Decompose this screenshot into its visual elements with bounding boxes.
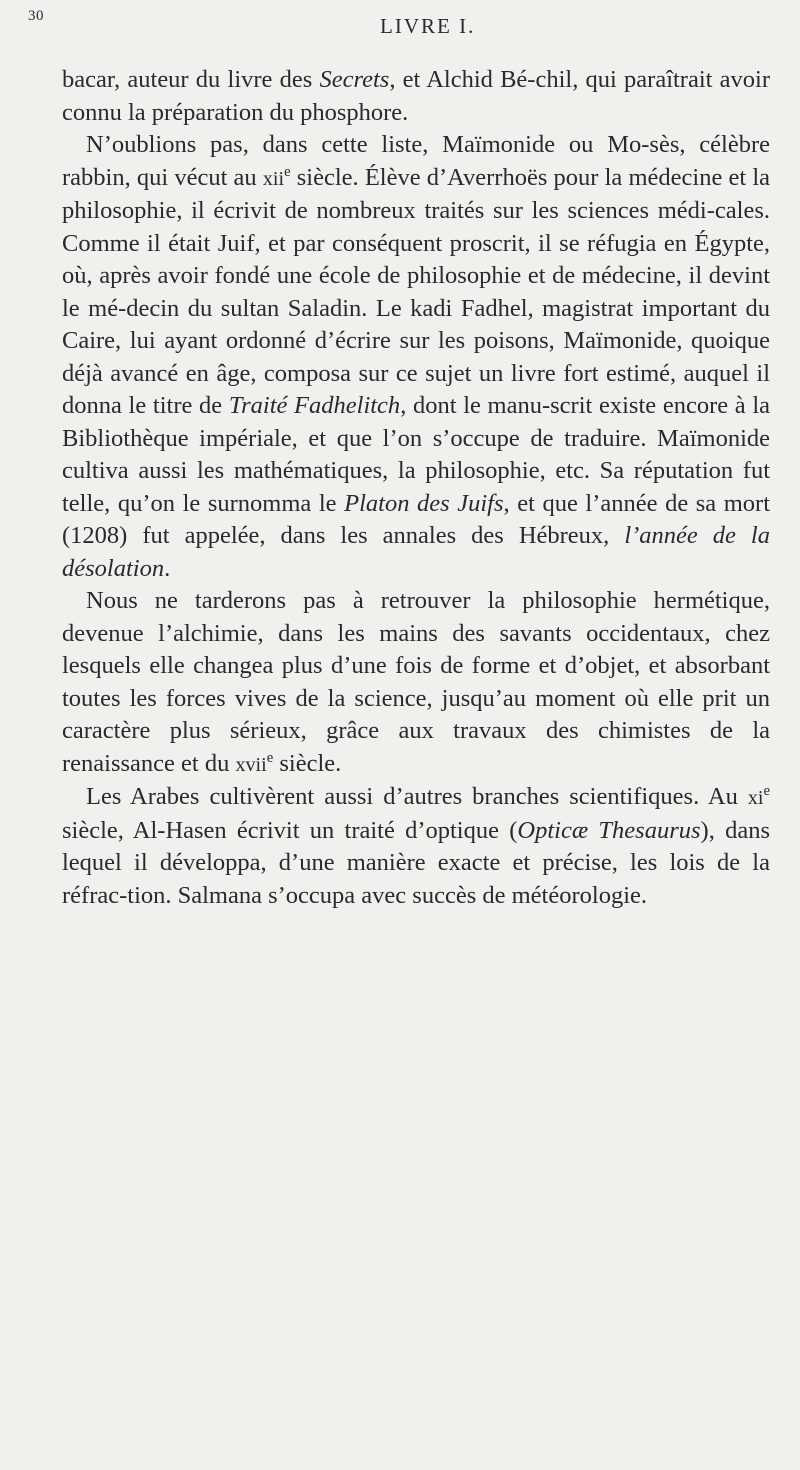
italic-text: l’année de la désolation — [62, 522, 770, 582]
text-run: siècle, Al-Hasen écrivit un traité d’optique ( — [62, 816, 518, 844]
text-run: , et Alchid Bé-chil, qui paraîtrait avoir connu la préparation du phosphore. — [62, 66, 771, 126]
roman-numeral: xvii — [235, 753, 267, 776]
text-run: , et que l’année de sa mort (1208) fut appelée, dans les annales des Hébreux, — [62, 489, 771, 549]
text-run: siècle. — [273, 749, 342, 777]
italic-text: Secrets — [319, 66, 390, 93]
text-run: Nous ne tarderons pas à retrouver la philosophie hermétique, devenue l’alchimie, dans les mains des savants occidentaux, chez lesquels elle changea plus d’une fois de forme et d’objet, et absorbant toutes les forces vives de la science, jusqu’au moment où elle prit un caractère plus sérieux, grâce aux travaux des chimistes de la renaissance et du — [62, 587, 770, 777]
paragraph — [62, 129, 770, 585]
paragraph — [62, 781, 770, 912]
text-run: bacar, auteur du livre des — [62, 66, 320, 93]
roman-numeral: xi — [747, 787, 764, 809]
text-run: N’oublions pas, dans cette liste, Maïmonide ou Mo-sès, célèbre rabbin, qui vécut au — [62, 131, 770, 191]
superscript: e — [284, 163, 291, 180]
page-number: 30 — [28, 8, 44, 24]
text-run: , dont le manu-scrit existe encore à la Bibliothèque impériale, et que l’on s’occupe de traduire. Maïmonide cultiva aussi les mathématiques, la philosophie, etc. Sa réputation fut telle, qu’on le surnomma le — [62, 392, 770, 517]
italic-text: Opticæ Thesaurus — [517, 816, 701, 844]
text-run: siècle. Élève d’Averrhoës pour la médecine et la philosophie, il écrivit de nombreux traités sur les sciences médi-cales. Comme il était Juif, et par conséquent proscrit, il se réfugia en Égypte, où, après avoir fondé une école de philosophie et de médecine, il devint le mé-decin du sultan Saladin. Le kadi Fadhel, magistrat important du Caire, lui ayant ordonné d’écrire sur les poisons, Maïmonide, quoique déjà avancé en âge, composa sur ce sujet un livre fort estimé, auquel il donna le titre de — [62, 163, 770, 419]
text-run: . — [164, 554, 171, 582]
paragraph — [62, 585, 770, 781]
text-run: ), dans lequel il développa, d’une manière exacte et précise, les lois de la réfrac-tion. Salmana s’occupa avec succès de météorologie. — [62, 816, 770, 909]
superscript: e — [763, 782, 770, 799]
italic-text: Traité Fadhelitch — [228, 392, 401, 419]
body-text — [62, 64, 770, 912]
running-head: LIVRE I. — [380, 14, 476, 38]
paragraph — [62, 64, 770, 129]
superscript: e — [266, 749, 274, 766]
roman-numeral: xii — [262, 167, 285, 190]
italic-text: Platon des Juifs — [344, 489, 504, 517]
text-run: Les Arabes cultivèrent aussi d’autres branches scientifiques. Au — [86, 783, 748, 810]
